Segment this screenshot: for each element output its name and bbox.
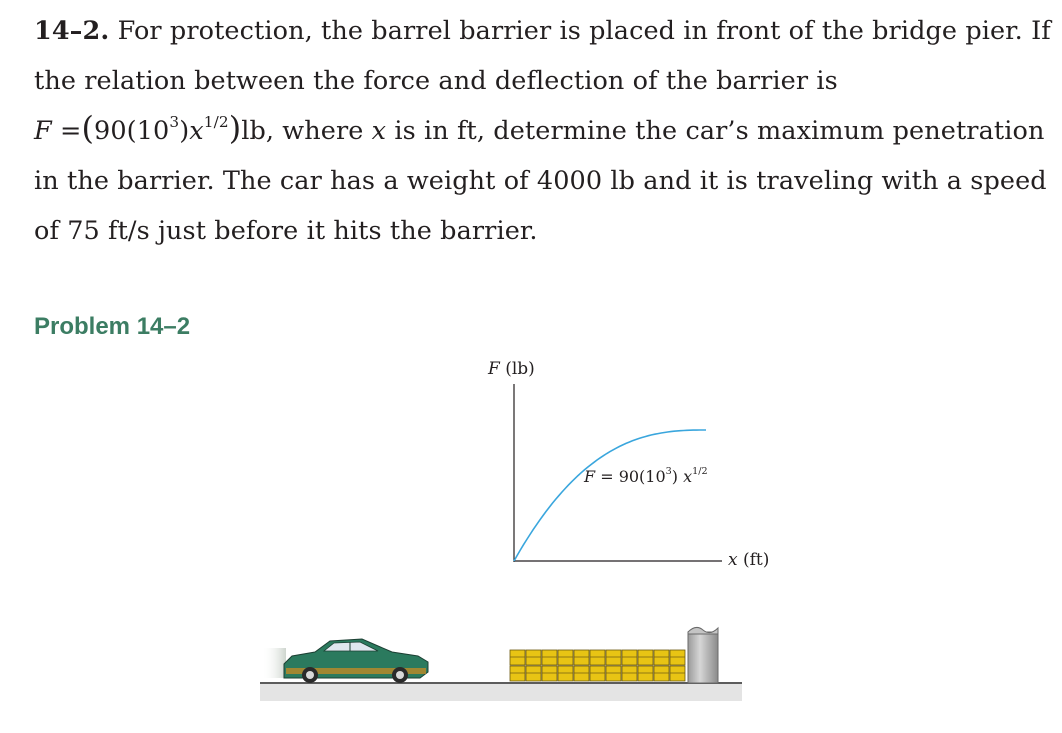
- barrel: [622, 650, 637, 665]
- y-axis-label-var: F: [488, 359, 500, 379]
- problem-line-4: in the barrier. The car has a weight of 4000 lb and it is traveling with a speed: [34, 166, 1047, 196]
- barrel: [654, 650, 669, 665]
- barrel: [590, 650, 605, 665]
- formula-eq: =: [60, 116, 82, 146]
- problem-line-1-text: For protection, the barrel barrier is placed in front of the bridge pier. If: [117, 16, 1051, 46]
- barrel: [526, 650, 541, 665]
- barrel: [606, 666, 621, 681]
- barrel: [542, 666, 557, 681]
- formula-close-paren: ): [228, 109, 242, 147]
- formula-10: (10: [126, 116, 170, 146]
- barrel: [510, 650, 525, 665]
- problem-line-5: of 75 ft/s just before it hits the barrier.: [34, 216, 538, 246]
- barrel: [622, 666, 637, 681]
- curve-label-x: x: [683, 467, 693, 486]
- barrel: [558, 650, 573, 665]
- formula-unit: lb, where: [241, 116, 364, 146]
- problem-label: Problem 14–2: [34, 313, 191, 340]
- road: [260, 683, 742, 701]
- barrel: [526, 666, 541, 681]
- x-axis-label-unit: (ft): [743, 550, 770, 570]
- curve-label-exp: 1/2: [692, 466, 708, 478]
- problem-line-3-text: is in ft, determine the car’s maximum penetration: [394, 116, 1045, 146]
- curve-label-exp3: 3: [665, 466, 672, 478]
- barrel: [670, 666, 685, 681]
- formula-f: F: [34, 116, 52, 146]
- formula-x-var: x: [371, 116, 387, 146]
- barrel: [510, 666, 525, 681]
- barrel: [574, 666, 589, 681]
- formula-close-10: ): [179, 116, 190, 146]
- formula-90: 90: [94, 116, 127, 146]
- barrel: [670, 650, 685, 665]
- barrel: [574, 650, 589, 665]
- barrel: [638, 650, 653, 665]
- formula-x: x: [189, 116, 204, 146]
- barrel: [654, 666, 669, 681]
- barrel: [542, 650, 557, 665]
- formula-exp-3: 3: [169, 113, 180, 132]
- curve-label-eq: = 90(10: [600, 467, 666, 486]
- y-axis-label-unit: (lb): [505, 359, 535, 379]
- barrel: [606, 650, 621, 665]
- formula-exp-half: 1/2: [203, 113, 229, 132]
- car-icon: [262, 639, 428, 683]
- barrel-barrier: [510, 650, 685, 681]
- curve-label-f: F: [584, 467, 596, 486]
- problem-line-2: the relation between the force and deflection of the barrier is: [34, 66, 838, 96]
- barrel: [558, 666, 573, 681]
- barrel: [638, 666, 653, 681]
- bridge-pier-icon: [688, 627, 718, 683]
- problem-number: 14–2.: [34, 16, 110, 46]
- barrel: [590, 666, 605, 681]
- curve-label-close: ): [671, 467, 679, 486]
- formula-open-paren: (: [81, 109, 95, 147]
- x-axis-label-var: x: [728, 550, 738, 570]
